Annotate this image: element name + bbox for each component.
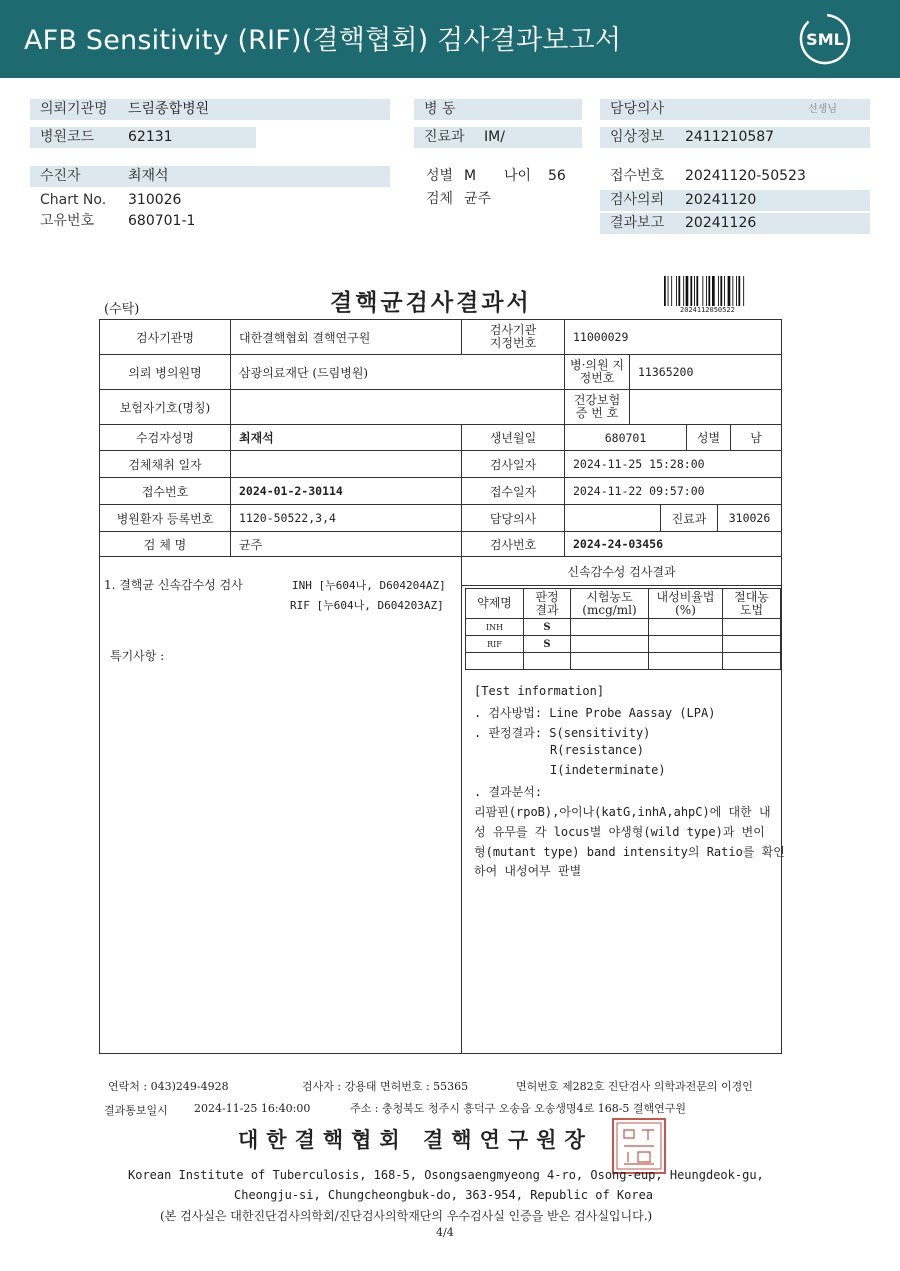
request-label: 검사의뢰 bbox=[610, 192, 665, 208]
insurance-value bbox=[629, 389, 782, 425]
insurer-label: 보험자기호(명칭) bbox=[99, 389, 231, 425]
doctor-value: 선생님 bbox=[808, 104, 837, 115]
test-name-line: 1. 결핵균 신속감수성 검사 bbox=[104, 578, 243, 592]
barcode-icon bbox=[664, 276, 770, 306]
collect-label: 검체채취 일자 bbox=[99, 450, 231, 478]
test-info-heading: [Test information] bbox=[474, 684, 605, 698]
result-cell-drug: INH bbox=[465, 618, 524, 636]
result-cell-result: S bbox=[523, 618, 571, 636]
request-value: 20241120 bbox=[685, 192, 757, 208]
specimen-label: 검체 bbox=[426, 191, 454, 207]
collect-value bbox=[230, 450, 462, 478]
field-patient bbox=[30, 166, 390, 187]
field-report bbox=[600, 213, 870, 234]
accession-date-value: 2024-11-22 09:57:00 bbox=[564, 477, 782, 505]
lab-name-value: 대한결핵협회 결핵연구원 bbox=[230, 319, 462, 355]
report-banner bbox=[0, 0, 900, 78]
footer-license: 면허번호 제282호 진단검사 의학과전문의 이경인 bbox=[516, 1080, 753, 1093]
name-label: 수검자성명 bbox=[99, 424, 231, 451]
test-no-value: 2024-24-03456 bbox=[564, 531, 782, 557]
result-cell-ratio bbox=[648, 618, 723, 636]
result-cell-conc bbox=[570, 618, 649, 636]
lab-name-label: 검사기관명 bbox=[99, 319, 231, 355]
footer-certification: (본 검사실은 대한진단검사의학회/진단검사의학재단의 우수검사실 인증을 받은 검사실입니다.) bbox=[160, 1209, 653, 1223]
field-specimen bbox=[416, 189, 586, 210]
footer-notify-value: 2024-11-25 16:40:00 bbox=[194, 1102, 311, 1115]
test-date-label: 검사일자 bbox=[461, 450, 565, 478]
field-chart bbox=[30, 190, 390, 211]
rif-line: RIF [누604나, D604203AZ] bbox=[290, 599, 444, 612]
patient-value: 최재석 bbox=[128, 168, 169, 184]
sex-value: M bbox=[464, 168, 477, 184]
test-info-analysis: . 결과분석: bbox=[474, 785, 543, 799]
result-cell-result: S bbox=[523, 635, 571, 653]
field-clinical bbox=[600, 127, 870, 148]
field-request bbox=[600, 190, 870, 211]
inh-line: INH [누604나, D604204AZ] bbox=[292, 579, 446, 592]
footer-address: 주소 : 충청북도 청주시 흥덕구 오송읍 오송생명4로 168-5 결핵연구원 bbox=[350, 1102, 687, 1115]
hospital-code-value: 62131 bbox=[128, 129, 173, 145]
form-doctor-label: 담당의사 bbox=[461, 504, 565, 532]
dept-value: IM/ bbox=[484, 129, 505, 145]
age-label: 나이 bbox=[504, 168, 532, 184]
accession-date-label: 접수일자 bbox=[461, 477, 565, 505]
col-conc-header: 시험농도(mcg/ml) bbox=[570, 588, 649, 619]
col-ratio-header: 내성비율법(%) bbox=[648, 588, 723, 619]
barcode-number: 2024112050522 bbox=[680, 306, 735, 314]
test-no-label: 검사번호 bbox=[461, 531, 565, 557]
result-cell-ratio bbox=[648, 652, 723, 670]
form-sex-label: 성별 bbox=[686, 424, 731, 451]
field-dept bbox=[414, 127, 582, 148]
reg-label: 병원환자 등록번호 bbox=[99, 504, 231, 532]
institution-value: 드림종합병원 bbox=[128, 101, 210, 117]
form-title: 결핵균검사결과서 bbox=[330, 289, 532, 316]
chart-value: 310026 bbox=[128, 192, 182, 208]
form-specimen-label: 검 체 명 bbox=[99, 531, 231, 557]
form-doctor-value bbox=[564, 504, 661, 532]
test-info-p3: 형(mutant type) band intensity의 Ratio를 확인 bbox=[474, 845, 785, 859]
reg-value: 1120-50522,3,4 bbox=[230, 504, 462, 532]
accession-label: 접수번호 bbox=[99, 477, 231, 505]
footer-tester: 검사자 : 강용태 면허번호 : 55365 bbox=[302, 1080, 469, 1093]
hospital-code-label: 병·의원 지정번호 bbox=[564, 354, 630, 390]
test-info-judge-i: I(indeterminate) bbox=[550, 763, 666, 777]
hospital-value: 삼광의료재단 (드림병원) bbox=[230, 354, 565, 390]
field-institution bbox=[30, 99, 390, 120]
col-result-header: 판정결과 bbox=[523, 588, 571, 619]
result-cell-result bbox=[523, 652, 571, 670]
patient-label: 수진자 bbox=[40, 168, 81, 184]
form-dept-label: 진료과 bbox=[660, 504, 718, 532]
svg-text:SML: SML bbox=[806, 30, 844, 49]
test-info-p2: 성 유무를 각 locus별 야생형(wild type)과 변이 bbox=[474, 825, 765, 839]
birth-label: 생년월일 bbox=[461, 424, 565, 451]
doctor-label: 담당의사 bbox=[610, 101, 665, 117]
field-doctor bbox=[600, 99, 870, 120]
ward-label: 병 동 bbox=[424, 101, 456, 117]
chart-label: Chart No. bbox=[40, 192, 107, 208]
result-cell-conc bbox=[570, 635, 649, 653]
page-number: 4/4 bbox=[436, 1226, 454, 1239]
receipt-value: 20241120-50523 bbox=[685, 168, 806, 184]
test-info-method: . 검사방법: Line Probe Aassay (LPA) bbox=[474, 706, 716, 720]
unique-label: 고유번호 bbox=[40, 213, 95, 229]
clinical-label: 임상정보 bbox=[610, 129, 665, 145]
age-value: 56 bbox=[548, 168, 566, 184]
col-absolute-header: 절대농도법 bbox=[722, 588, 781, 619]
footer-english-line2: Cheongju-si, Chungcheongbuk-do, 363-954, Republic of Korea bbox=[234, 1188, 654, 1202]
unique-value: 680701-1 bbox=[128, 213, 196, 229]
lab-code-label: 검사기관 지정번호 bbox=[461, 319, 565, 355]
institution-label: 의뢰기관명 bbox=[40, 101, 108, 117]
official-seal-icon bbox=[612, 1118, 666, 1174]
remarks-label: 특기사항 : bbox=[110, 649, 165, 663]
test-date-value: 2024-11-25 15:28:00 bbox=[564, 450, 782, 478]
result-cell-absolute bbox=[722, 652, 781, 670]
footer-organization: 대한결핵협회 결핵연구원장 bbox=[238, 1127, 593, 1152]
footer-english-line1: Korean Institute of Tuberculosis, 168-5, Osongsaengmyeong 4-ro, Osong-eup, Heungdeok-gu, bbox=[128, 1168, 764, 1182]
lab-code-value: 11000029 bbox=[564, 319, 782, 355]
result-cell-absolute bbox=[722, 618, 781, 636]
dept-label: 진료과 bbox=[424, 129, 465, 145]
panel-divider bbox=[461, 556, 462, 1054]
birth-value: 680701 bbox=[564, 424, 687, 451]
insurer-value bbox=[230, 389, 565, 425]
result-cell-conc bbox=[570, 652, 649, 670]
hospital-code-value: 11365200 bbox=[629, 354, 782, 390]
field-sex-age bbox=[416, 166, 586, 187]
footer-contact: 연락처 : 043)249-4928 bbox=[108, 1080, 229, 1093]
result-cell-ratio bbox=[648, 635, 723, 653]
results-title: 신속감수성 검사결과 bbox=[461, 556, 782, 586]
field-unique bbox=[30, 211, 390, 232]
sex-label: 성별 bbox=[426, 168, 454, 184]
form-specimen-value: 균주 bbox=[230, 531, 462, 557]
field-hospital-code bbox=[30, 127, 256, 148]
hospital-code-label: 병원코드 bbox=[40, 129, 95, 145]
report-value: 20241126 bbox=[685, 215, 757, 231]
receipt-label: 접수번호 bbox=[610, 168, 665, 184]
consignment-label: (수탁) bbox=[104, 302, 140, 317]
report-title: AFB Sensitivity (RIF)(결핵협회) 검사결과보고서 bbox=[24, 25, 622, 56]
test-info-judge-r: R(resistance) bbox=[550, 743, 644, 757]
form-sex-value: 남 bbox=[730, 424, 782, 451]
result-cell-drug: RIF bbox=[465, 635, 524, 653]
report-label: 결과보고 bbox=[610, 215, 665, 231]
specimen-value: 균주 bbox=[464, 191, 492, 207]
result-cell-drug bbox=[465, 652, 524, 670]
accession-value: 2024-01-2-30114 bbox=[230, 477, 462, 505]
field-ward bbox=[414, 99, 582, 120]
result-cell-absolute bbox=[722, 635, 781, 653]
field-receipt bbox=[600, 166, 870, 187]
footer-notify-label: 결과통보일시 bbox=[104, 1104, 168, 1117]
insurance-label: 건강보험 증 번 호 bbox=[564, 389, 630, 425]
test-info-p1: 리팜핀(rpoB),아이나(katG,inhA,ahpC)에 대한 내 bbox=[474, 805, 771, 819]
hospital-label: 의뢰 병의원명 bbox=[99, 354, 231, 390]
clinical-value: 2411210587 bbox=[685, 129, 775, 145]
col-drug-header: 약제명 bbox=[465, 588, 524, 619]
form-dept-value: 310026 bbox=[717, 504, 782, 532]
test-info-p4: 하여 내성여부 판별 bbox=[474, 864, 582, 878]
test-info-judge: . 판정결과: S(sensitivity) bbox=[474, 726, 651, 740]
name-value: 최재석 bbox=[230, 424, 462, 451]
sml-logo-icon bbox=[798, 12, 852, 66]
